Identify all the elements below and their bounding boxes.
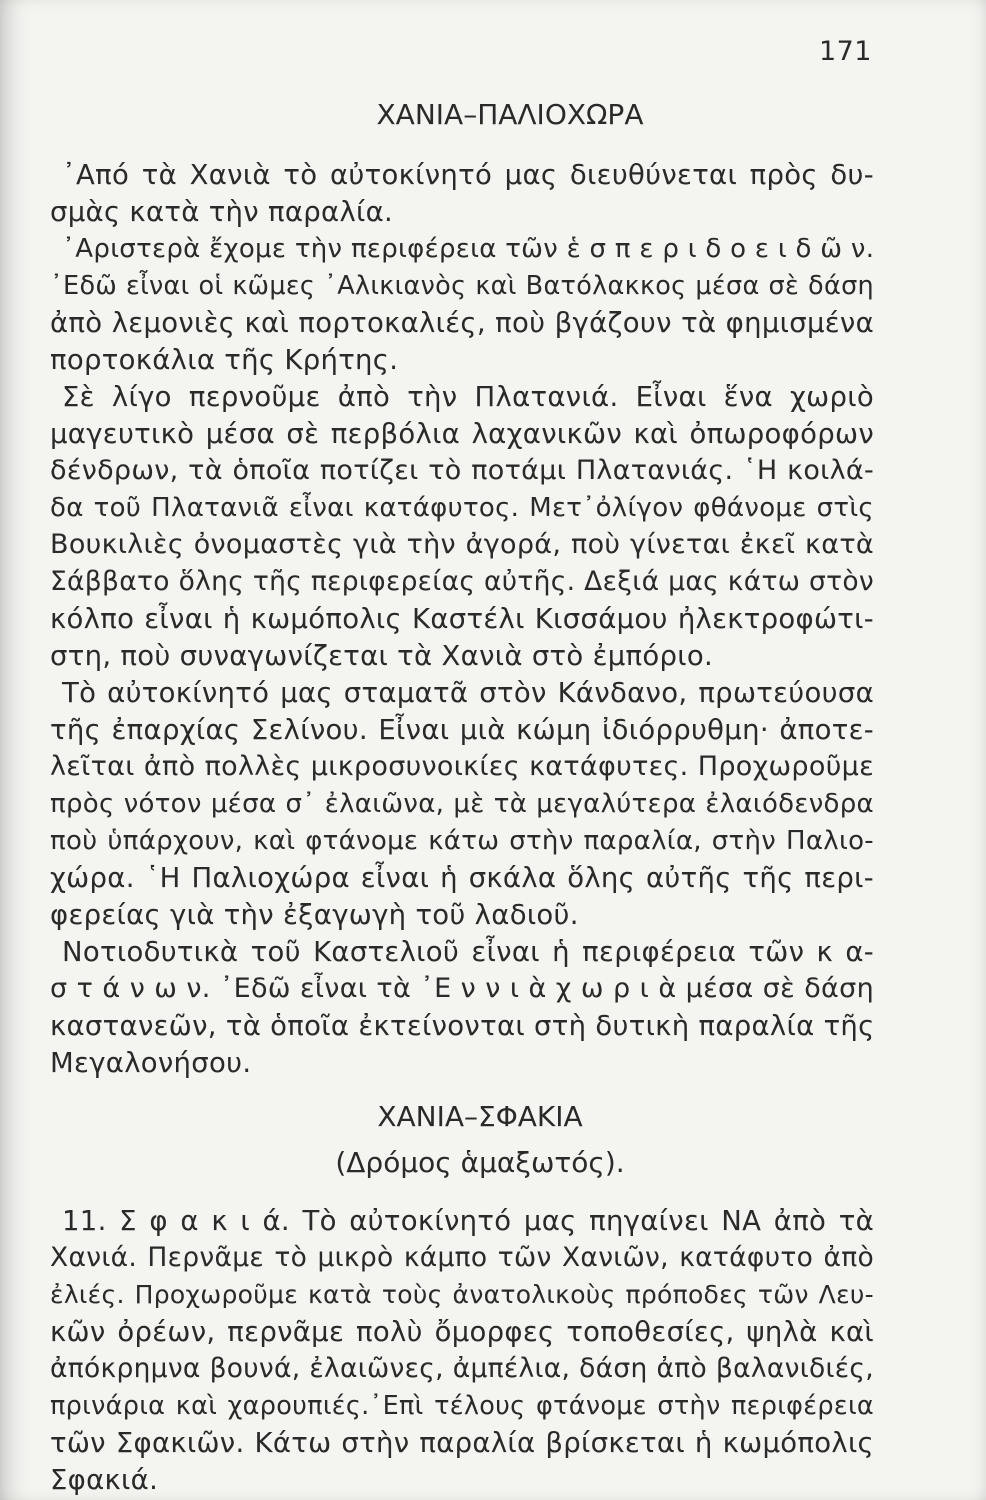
text-line: δα τοῦ Πλατανιᾶ εἶναι κατάφυτος. Μετ᾿ὀλίγον φθάνομε στὶς bbox=[50, 493, 874, 523]
text-line: τῶν Σφακιῶν. Κάτω στὴν παραλία βρίσκεται ἡ κωμόπολις bbox=[50, 1427, 874, 1459]
text-line: ἀπὸ λεμονιὲς καὶ πορτοκαλιές, ποὺ βγάζουν τὰ φημισμένα bbox=[50, 307, 874, 339]
text-line: 11. Σ φ α κ ι ά. Τὸ αὐτοκίνητό μας πηγαίνει ΝΑ ἀπὸ τὰ bbox=[62, 1205, 874, 1237]
text-line: Σάββατο ὅλης τῆς περιφερείας αὐτῆς. Δεξιά μας κάτω στὸν bbox=[50, 566, 874, 597]
text-line: δένδρων, τὰ ὁποῖα ποτίζει τὸ ποτάμι Πλατανιάς. ῾Η κοιλά- bbox=[50, 455, 874, 486]
text-line: Σὲ λίγο περνοῦμε ἀπὸ τὴν Πλατανιά. Εἶναι ἕνα χωριὸ bbox=[62, 381, 874, 413]
text-line: Χανιά. Περνᾶμε τὸ μικρὸ κάμπο τῶν Χανιῶν, κατάφυτο ἀπὸ bbox=[50, 1242, 874, 1273]
text-line: ἐλιές. Προχωροῦμε κατὰ τοὺς ἀνατολικοὺς πρόποδες τῶν Λευ- bbox=[50, 1280, 874, 1309]
text-line: Νοτιοδυτικὰ τοῦ Καστελιοῦ εἶναι ἡ περιφέρεια τῶν κ α- bbox=[62, 936, 874, 968]
text-line: ᾿Από τὰ Χανιὰ τὸ αὐτοκίνητό μας διευθύνεται πρὸς δυ- bbox=[62, 159, 874, 191]
text-line: στη, ποὺ συναγωνίζεται τὰ Χανιὰ στὸ ἐμπόριο. bbox=[50, 640, 714, 672]
text-line: ποὺ ὑπάρχουν, καὶ φτάνομε κάτω στὴν παραλία, στὴν Παλιο- bbox=[50, 826, 874, 856]
text-line: Τὸ αὐτοκίνητό μας σταματᾶ στὸν Κάνδανο, πρωτεύουσα bbox=[62, 677, 874, 709]
text-line: πρινάρια καὶ χαρουπιές.᾿Επὶ τέλους φτάνομε στὴν περιφέρεια bbox=[50, 1391, 874, 1421]
text-line: πορτοκάλια τῆς Κρήτης. bbox=[50, 344, 399, 376]
text-line: λεῖται ἀπὸ πολλὲς μικροσυνοικίες κατάφυτες. Προχωροῦμε bbox=[50, 751, 874, 782]
text-line: Σφακιά. bbox=[50, 1464, 159, 1496]
text-line: ᾿Αριστερὰ ἔχομε τὴν περιφέρεια τῶν ἑ σ π ε ρ ι δ ο ε ι δ ῶ ν. bbox=[62, 234, 875, 264]
page-number: 171 bbox=[818, 36, 872, 67]
text-line: ᾿Εδῶ εἶναι οἱ κῶμες ᾿Αλικιανὸς καὶ Βατόλακκος μέσα σὲ δάση bbox=[50, 271, 874, 301]
text-line: μαγευτικὸ μέσα σὲ περβόλια λαχανικῶν καὶ ὀπωροφόρων bbox=[50, 418, 874, 450]
text-line: σμὰς κατὰ τὴν παραλία. bbox=[50, 196, 394, 228]
text-line: φερείας γιὰ τὴν ἐξαγωγὴ τοῦ λαδιοῦ. bbox=[50, 899, 579, 931]
section-title-chania-sfakia: ΧΑΝΙΑ–ΣΦΑΚΙΑ bbox=[377, 1100, 583, 1133]
text-line: τῆς ἐπαρχίας Σελίνου. Εἶναι μιὰ κώμη ἰδιόρρυθμη· ἀποτε- bbox=[50, 714, 874, 746]
text-line: Βουκιλιὲς ὀνομαστὲς γιὰ τὴν ἀγορά, ποὺ γίνεται ἐκεῖ κατὰ bbox=[50, 529, 874, 560]
section-title-chania-paleochora: ΧΑΝΙΑ–ΠΑΛΙΟΧΩΡΑ bbox=[376, 98, 644, 131]
text-line: Μεγαλονήσου. bbox=[50, 1047, 252, 1079]
text-line: κῶν ὀρέων, περνᾶμε πολὺ ὄμορφες τοποθεσίες, ψηλὰ καὶ bbox=[50, 1316, 874, 1348]
section-subtitle: (Δρόμος ἁμαξωτός). bbox=[335, 1146, 625, 1179]
text-line: κόλπο εἶναι ἡ κωμόπολις Καστέλι Κισσάμου ἠλεκτροφώτι- bbox=[50, 603, 874, 635]
text-line: πρὸς νότον μέσα σ᾿ ἐλαιῶνα, μὲ τὰ μεγαλύτερα ἐλαιόδενδρα bbox=[50, 789, 874, 819]
text-line: χώρα. ῾Η Παλιοχώρα εἶναι ἡ σκάλα ὅλης αὐτῆς τῆς περι- bbox=[50, 862, 874, 894]
text-line: ἀπόκρημνα βουνά, ἐλαιῶνες, ἀμπέλια, δάση ἀπὸ βαλανιδιές, bbox=[50, 1353, 874, 1384]
text-line: καστανεῶν, τὰ ὁποῖα ἐκτείνονται στὴ δυτικὴ παραλία τῆς bbox=[50, 1010, 875, 1042]
text-line: σ τ ά ν ω ν. ᾿Εδῶ εἶναι τὰ ᾿Ε ν ν ι ὰ χ ω ρ ι ὰ μέσα σὲ δάση bbox=[50, 973, 874, 1004]
